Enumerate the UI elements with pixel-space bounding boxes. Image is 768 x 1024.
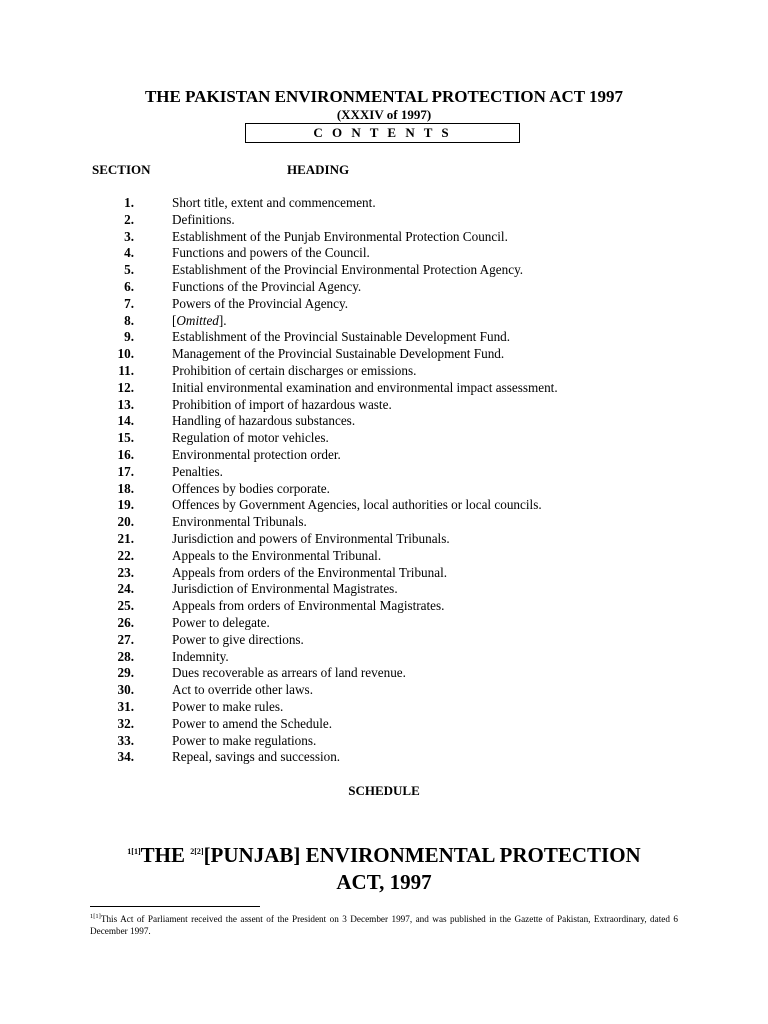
toc-section-heading[interactable]: Establishment of the Provincial Sustainable Development Fund. [172,329,511,345]
toc-section-heading[interactable]: Prohibition of certain discharges or emissions. [172,362,417,378]
toc-section-number: 34. [117,749,134,765]
toc-section-heading[interactable]: Powers of the Provincial Agency. [172,295,349,311]
toc-row [0,733,768,750]
act-title-part1: THE [140,843,191,867]
toc-section-number: 29. [117,665,134,681]
footnote-divider [90,906,260,907]
toc-row [0,212,768,229]
toc-section-heading[interactable]: Functions of the Provincial Agency. [172,278,362,294]
toc-section-number: 18. [117,480,134,496]
section-column-header: SECTION [92,162,151,177]
toc-section-number: 7. [124,295,134,311]
toc-section-heading[interactable]: Act to override other laws. [172,682,313,698]
toc-row [0,380,768,397]
toc-section-heading[interactable]: Initial environmental examination and environmental impact assessment. [172,379,558,395]
toc-section-number: 25. [117,598,134,614]
toc-section-heading[interactable]: Indemnity. [172,648,229,664]
document-subtitle: (XXXIV of 1997) [336,107,432,122]
toc-row [0,548,768,565]
act-title-part2: [PUNJAB] ENVIRONMENTAL PROTECTION [203,843,641,867]
toc-section-number: 1. [124,195,134,210]
toc-row [0,514,768,531]
toc-section-number: 27. [117,631,134,647]
toc-section-heading[interactable]: [Omitted]. [172,312,227,328]
toc-section-heading[interactable]: Repeal, savings and succession. [172,749,341,765]
toc-row [0,632,768,649]
footnote-text: This Act of Parliament received the assent of the President on 3 December 1997, and was published in the Gazette of Pakistan, Extraordinary, dated 6 December 1997. [90,914,678,936]
toc-section-number: 12. [117,379,134,395]
toc-section-number: 30. [117,682,134,698]
toc-section-heading[interactable]: Environmental protection order. [172,446,341,462]
toc-section-heading[interactable]: Appeals from orders of Environmental Magistrates. [172,598,445,614]
toc-section-number: 9. [124,329,134,345]
toc-row [0,581,768,598]
toc-section-heading[interactable]: Definitions. [172,211,235,227]
toc-section-heading[interactable]: Appeals from orders of the Environmental Tribunal. [172,564,448,580]
toc-section-number: 3. [124,228,134,244]
toc-row [0,531,768,548]
toc-section-heading[interactable]: Jurisdiction of Environmental Magistrates. [172,581,398,597]
toc-section-heading[interactable]: Power to amend the Schedule. [172,715,333,731]
footnote [90,913,678,937]
toc-row [0,279,768,296]
toc-section-heading[interactable]: Regulation of motor vehicles. [172,430,329,446]
footnote-mark: 1[1] [90,912,101,920]
footnote-reference-2[interactable]: 2[2] [190,847,204,856]
toc-row [0,413,768,430]
toc-section-number: 16. [117,446,134,462]
footnote-reference-1[interactable]: 1[1] [127,847,141,856]
toc-section-heading[interactable]: Jurisdiction and powers of Environmental Tribunals. [172,530,450,546]
toc-row [0,497,768,514]
toc-section-heading[interactable]: Prohibition of import of hazardous waste. [172,396,392,412]
toc-row [0,195,768,212]
toc-row [0,346,768,363]
toc-section-heading[interactable]: Offences by Government Agencies, local authorities or local councils. [172,497,542,513]
toc-row [0,262,768,279]
toc-section-number: 15. [117,430,134,446]
toc-section-heading[interactable]: Establishment of the Provincial Environmental Protection Agency. [172,262,524,278]
toc-section-number: 24. [117,581,134,597]
toc-section-number: 5. [124,262,134,278]
toc-section-heading[interactable]: Appeals to the Environmental Tribunal. [172,547,382,563]
heading-column-header: HEADING [287,162,350,177]
toc-section-heading[interactable]: Power to delegate. [172,614,270,630]
toc-section-number: 33. [117,732,134,748]
toc-section-heading[interactable]: Offences by bodies corporate. [172,480,330,496]
toc-row [0,363,768,380]
toc-section-heading[interactable]: Handling of hazardous substances. [172,413,356,429]
toc-row [0,447,768,464]
toc-row [0,313,768,330]
toc-row [0,565,768,582]
toc-section-number: 28. [117,648,134,664]
toc-row [0,464,768,481]
toc-section-heading[interactable]: Power to give directions. [172,631,304,647]
toc-section-number: 14. [117,413,134,429]
toc-section-number: 22. [117,547,134,563]
toc-row [0,749,768,766]
toc-section-heading[interactable]: Short title, extent and commencement. [172,195,376,210]
toc-row [0,296,768,313]
toc-section-number: 19. [117,497,134,513]
toc-row [0,229,768,246]
toc-section-heading[interactable]: Management of the Provincial Sustainable Development Fund. [172,346,505,362]
toc-section-heading[interactable]: Power to make rules. [172,698,284,714]
table-of-contents [0,195,768,766]
toc-section-heading[interactable]: Environmental Tribunals. [172,514,307,530]
toc-section-heading[interactable]: Penalties. [172,463,223,479]
toc-row [0,665,768,682]
toc-section-number: 8. [124,312,134,328]
toc-section-number: 6. [124,278,134,294]
toc-section-number: 2. [124,211,134,227]
toc-row [0,245,768,262]
document-title: THE PAKISTAN ENVIRONMENTAL PROTECTION ACT 1997 [144,87,624,106]
toc-section-number: 21. [117,530,134,546]
contents-label: C O N T E N T S [245,123,520,143]
toc-section-number: 20. [117,514,134,530]
toc-row [0,716,768,733]
toc-section-number: 10. [117,346,134,362]
toc-section-number: 32. [117,715,134,731]
toc-row [0,481,768,498]
toc-section-number: 13. [117,396,134,412]
toc-row [0,699,768,716]
toc-section-number: 23. [117,564,134,580]
toc-row [0,598,768,615]
toc-section-heading[interactable]: Power to make regulations. [172,732,317,748]
toc-row [0,397,768,414]
toc-section-number: 31. [117,698,134,714]
toc-row [0,649,768,666]
toc-section-number: 11. [118,362,134,378]
act-title [0,842,768,896]
toc-section-heading[interactable]: Establishment of the Punjab Environmental Protection Council. [172,228,508,244]
toc-section-number: 17. [117,463,134,479]
toc-row [0,329,768,346]
toc-section-heading[interactable]: Functions and powers of the Council. [172,245,370,261]
italic-text: Omitted [176,312,219,328]
toc-row [0,682,768,699]
schedule-label: SCHEDULE [348,783,420,798]
toc-section-number: 26. [117,614,134,630]
toc-row [0,430,768,447]
act-title-line2: ACT, 1997 [336,870,432,894]
toc-section-number: 4. [124,245,134,261]
toc-row [0,615,768,632]
toc-section-heading[interactable]: Dues recoverable as arrears of land revenue. [172,665,406,681]
